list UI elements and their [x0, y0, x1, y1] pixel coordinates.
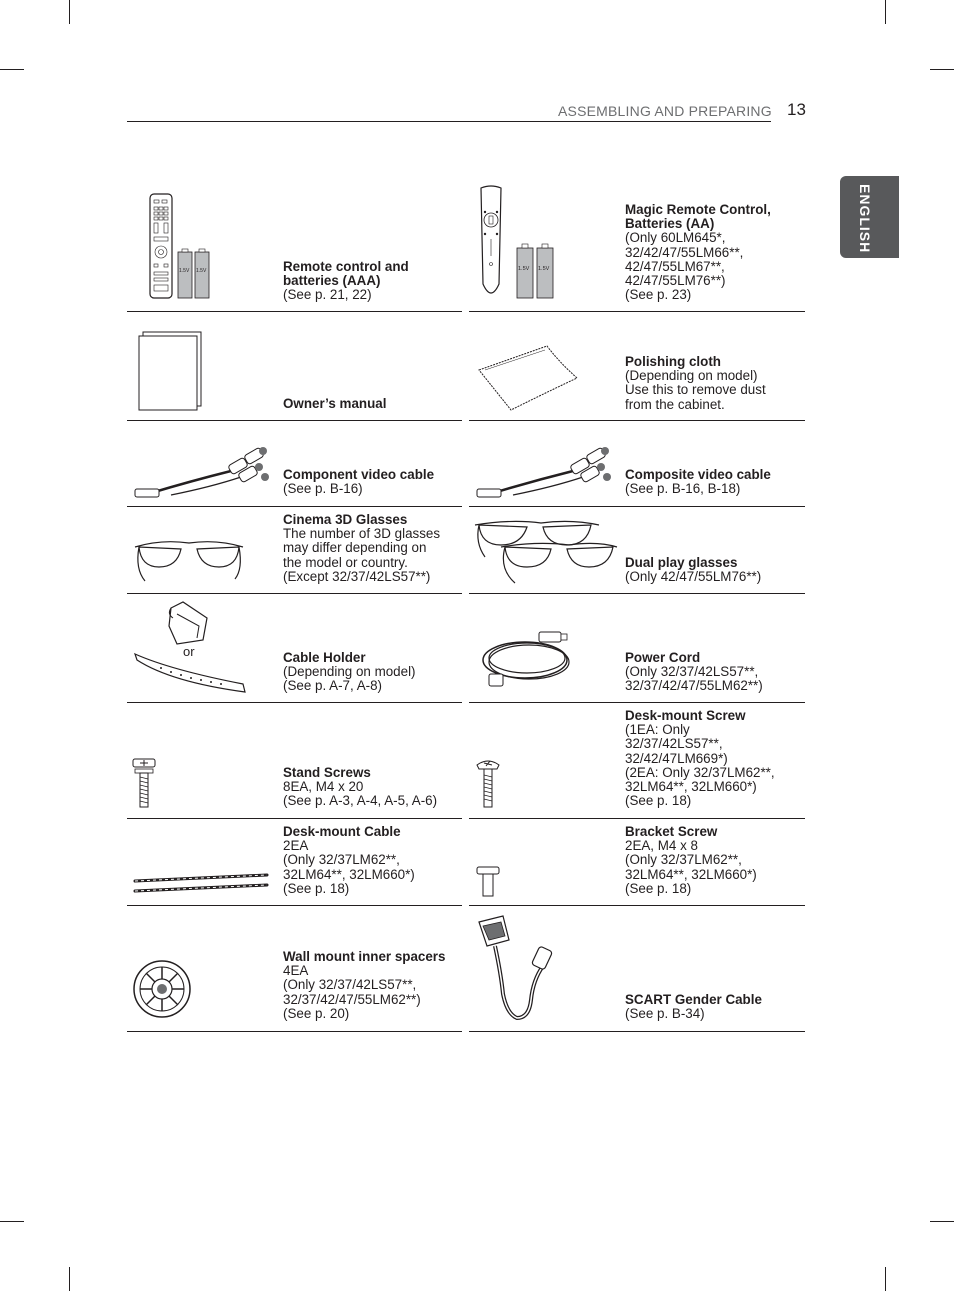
power-cord-icon: [477, 626, 587, 692]
item-description: (See p. B-16): [283, 481, 363, 497]
section-header: ASSEMBLING AND PREPARING: [558, 103, 772, 119]
item-text: [283, 766, 461, 809]
composite-cable-icon: [473, 441, 618, 501]
battery-label: 1.5V: [196, 268, 207, 274]
item-text: [283, 468, 461, 496]
item-description: (Only 32/37/42LS57**, 32/37/42/47/55LM62**): [625, 664, 763, 694]
remote-control-icon: [145, 192, 215, 302]
language-tab-label: ENGLISH: [857, 184, 873, 254]
item-scart-gender-cable: [469, 906, 805, 1032]
item-wall-mount-spacers: [127, 906, 462, 1032]
item-magic-remote: [469, 180, 805, 312]
item-text: [283, 513, 461, 584]
language-tab: [840, 176, 899, 258]
desk-mount-screw-icon: [475, 757, 501, 811]
item-text: [625, 825, 803, 896]
bracket-screw-icon: [475, 865, 501, 899]
item-text: [625, 468, 803, 496]
wall-mount-spacer-icon: [131, 956, 193, 1020]
item-title: Magic Remote Control, Batteries (AA): [625, 202, 771, 232]
item-bracket-screw: [469, 819, 805, 906]
desk-mount-cable-icon: [131, 871, 271, 897]
item-text: [625, 993, 803, 1021]
item-title: Wall mount inner spacers: [283, 949, 446, 964]
item-text: [625, 203, 803, 302]
item-description: (Only 60LM645*, 32/42/47/55LM66**, 42/47/55LM67**, 42/47/55LM76**) (See p. 23): [625, 230, 744, 303]
stand-screw-icon: [131, 757, 157, 811]
or-label: or: [183, 644, 195, 659]
item-description: 2EA (Only 32/37LM62**, 32LM64**, 32LM660*) (See p. 18): [283, 838, 415, 896]
item-text: [625, 355, 803, 412]
item-text: [625, 709, 803, 808]
row-divider: [127, 1031, 462, 1032]
item-title: Owner’s manual: [283, 396, 387, 411]
item-description: (Depending on model) (See p. A-7, A-8): [283, 664, 416, 694]
item-title: SCART Gender Cable: [625, 992, 762, 1007]
item-text: [283, 260, 461, 303]
3d-glasses-icon: [131, 533, 246, 585]
item-polishing-cloth: [469, 312, 805, 421]
dual-play-glasses-icon: [471, 517, 621, 589]
item-title: Power Cord: [625, 650, 701, 665]
page-number: 13: [787, 100, 806, 119]
item-owners-manual: [127, 312, 462, 421]
item-remote-control: [127, 180, 462, 312]
item-description: The number of 3D glasses may differ depending on the model or country. (Except 32/37/42LS57**): [283, 526, 441, 584]
header-rule: [127, 121, 771, 122]
item-cable-holder: [127, 594, 462, 703]
item-description: 4EA (Only 32/37/42LS57**, 32/37/42/47/55LM62**) (See p. 20): [283, 963, 421, 1021]
item-text: [283, 651, 461, 694]
item-desk-mount-screw: [469, 703, 805, 819]
item-description: (Depending on model) Use this to remove dust from the cabinet.: [625, 368, 766, 412]
item-description: (See p. 21, 22): [283, 287, 372, 303]
item-power-cord: [469, 594, 805, 703]
item-description: (1EA: Only 32/37/42LS57**, 32/42/47LM669*) (2EA: Only 32/37LM62**, 32LM64**, 32LM660*) (See p. 18): [625, 722, 775, 809]
item-title: Bracket Screw: [625, 824, 718, 839]
row-divider: [469, 1031, 805, 1032]
item-component-video-cable: [127, 421, 462, 507]
item-text: [625, 651, 803, 694]
item-title: Stand Screws: [283, 765, 371, 780]
item-dual-play-glasses: [469, 507, 805, 594]
manual-book-icon: [135, 328, 205, 412]
magic-remote-icon: [471, 184, 561, 304]
item-title: Remote control and batteries (AAA): [283, 259, 409, 289]
item-title: Cinema 3D Glasses: [283, 512, 408, 527]
item-description: (See p. B-34): [625, 1006, 705, 1022]
item-text: [283, 825, 461, 896]
item-title: Polishing cloth: [625, 354, 721, 369]
item-title: Composite video cable: [625, 467, 771, 482]
item-stand-screws: [127, 703, 462, 819]
item-description: 2EA, M4 x 8 (Only 32/37LM62**, 32LM64**, 32LM660*) (See p. 18): [625, 838, 757, 896]
polishing-cloth-icon: [473, 342, 583, 414]
item-text: [625, 556, 803, 584]
item-text: [283, 397, 461, 411]
item-title: Desk-mount Screw: [625, 708, 746, 723]
item-title: Component video cable: [283, 467, 435, 482]
item-composite-video-cable: [469, 421, 805, 507]
item-description: (See p. B-16, B-18): [625, 481, 741, 497]
item-description: 8EA, M4 x 20 (See p. A-3, A-4, A-5, A-6): [283, 779, 438, 809]
item-title: Desk-mount Cable: [283, 824, 401, 839]
item-desk-mount-cable: [127, 819, 462, 906]
cable-holder-strap-icon: [131, 648, 251, 696]
item-description: (Only 42/47/55LM76**): [625, 569, 762, 585]
cable-holder-clip-icon: [163, 600, 213, 646]
scart-cable-icon: [473, 914, 557, 1026]
item-cinema-3d-glasses: [127, 507, 462, 594]
component-cable-icon: [131, 441, 276, 501]
battery-label: 1.5V: [538, 266, 550, 272]
battery-label: 1.5V: [179, 268, 190, 274]
item-text: [283, 950, 461, 1021]
battery-label: 1.5V: [518, 266, 530, 272]
item-title: Dual play glasses: [625, 555, 738, 570]
item-title: Cable Holder: [283, 650, 366, 665]
